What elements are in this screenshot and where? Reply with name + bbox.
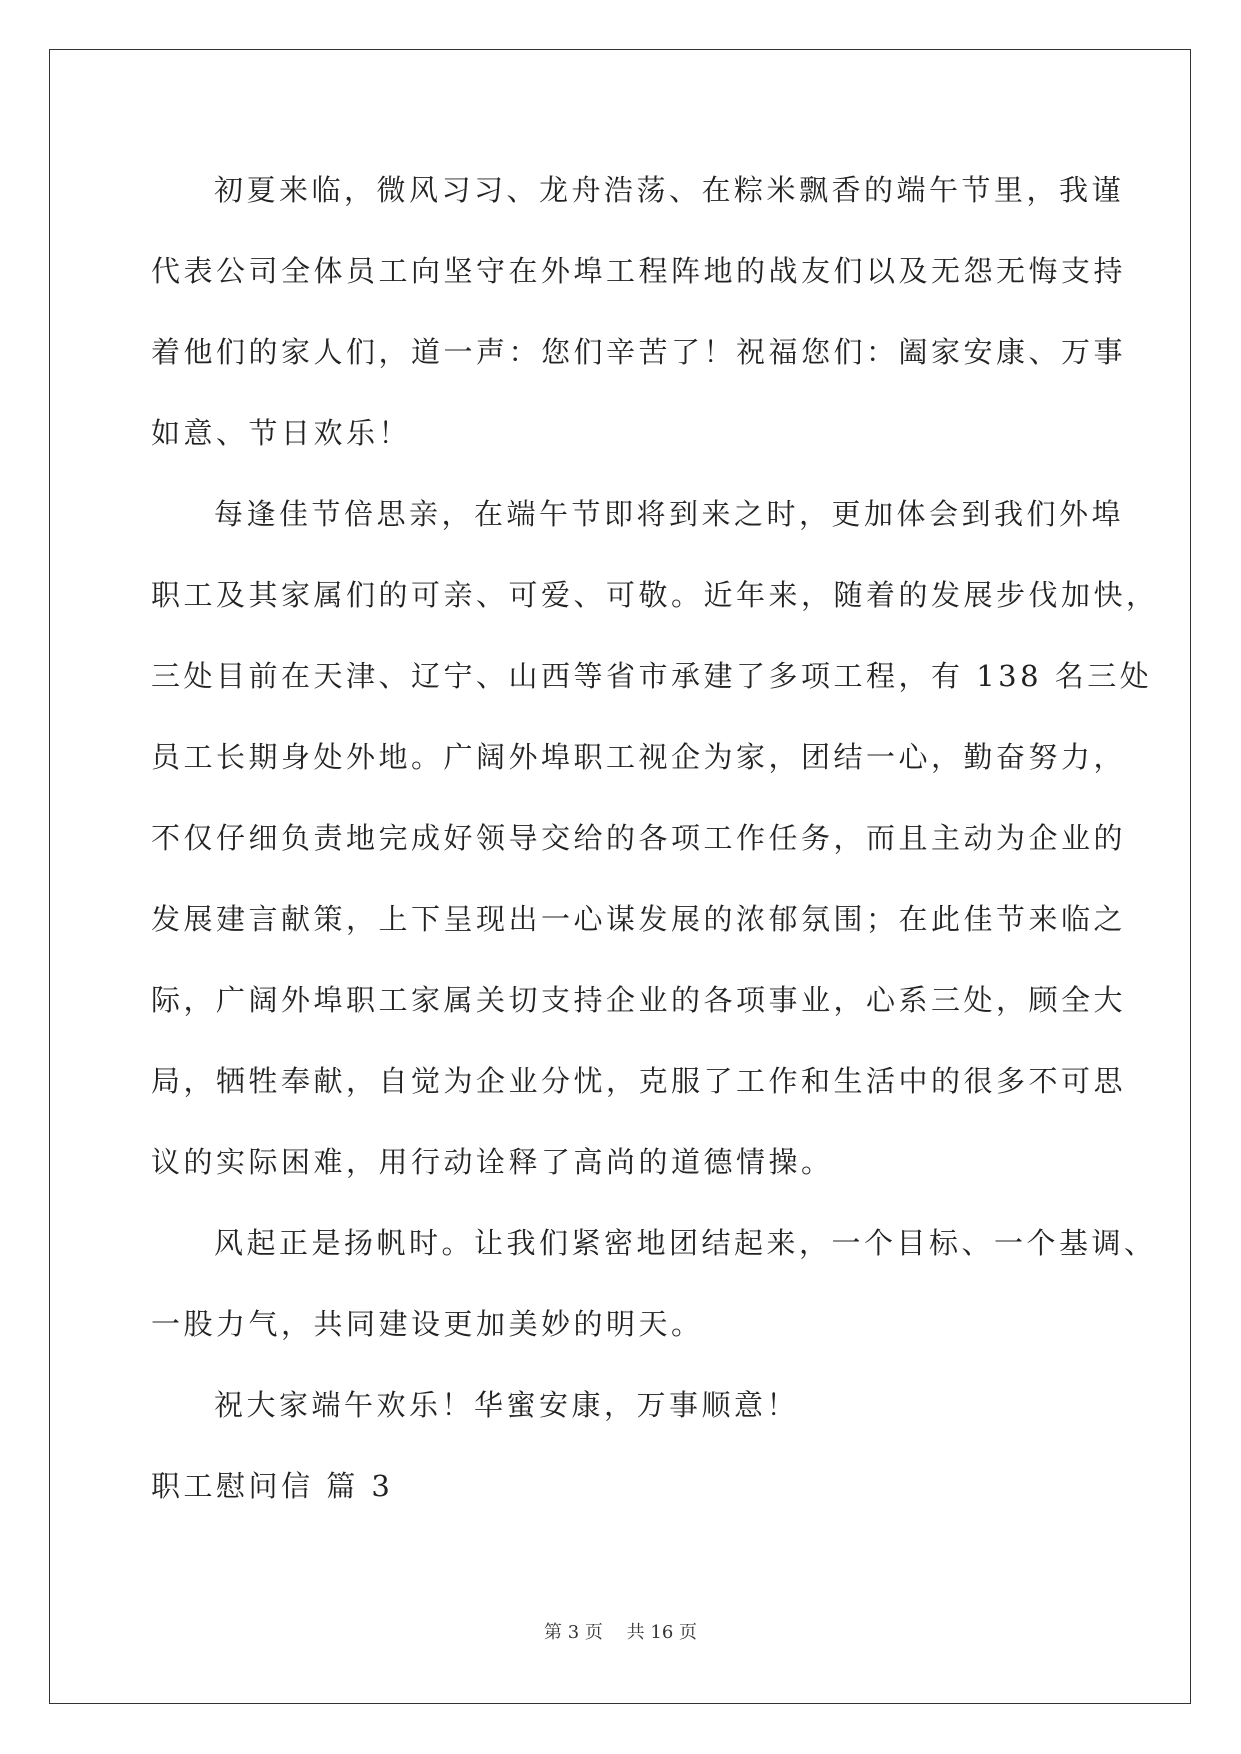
paragraph-line: 三处目前在天津、辽宁、山西等省市承建了多项工程，有 138 名三处	[151, 659, 1153, 693]
page-frame	[49, 49, 1191, 1704]
page-footer	[0, 1618, 1241, 1644]
paragraph-line: 着他们的家人们，道一声：您们辛苦了！祝福您们：阖家安康、万事	[151, 335, 1127, 369]
paragraph-line: 每逢佳节倍思亲，在端午节即将到来之时，更加体会到我们外埠	[214, 497, 1125, 531]
paragraph-line: 一股力气，共同建设更加美妙的明天。	[151, 1307, 704, 1341]
paragraph-line: 议的实际困难，用行动诠释了高尚的道德情操。	[151, 1145, 834, 1179]
paragraph-line: 员工长期身处外地。广阔外埠职工视企为家，团结一心，勤奋努力，	[151, 740, 1127, 774]
paragraph-line: 发展建言献策，上下呈现出一心谋发展的浓郁氛围；在此佳节来临之	[151, 902, 1127, 936]
paragraph-line: 职工及其家属们的可亲、可爱、可敬。近年来，随着的发展步伐加快，	[151, 578, 1159, 612]
page-number-total: 共 16 页	[626, 1622, 697, 1643]
page-number-current: 第 3 页	[544, 1622, 603, 1643]
paragraph-line: 际，广阔外埠职工家属关切支持企业的各项事业，心系三处，顾全大	[151, 983, 1127, 1017]
paragraph-line: 局，牺牲奉献，自觉为企业分忧，克服了工作和生活中的很多不可思	[151, 1064, 1127, 1098]
paragraph-line: 如意、节日欢乐！	[151, 416, 412, 450]
paragraph-line: 祝大家端午欢乐！华蜜安康，万事顺意！	[214, 1388, 800, 1422]
paragraph-line: 初夏来临，微风习习、龙舟浩荡、在粽米飘香的端午节里，我谨	[214, 173, 1125, 207]
paragraph-line: 不仅仔细负责地完成好领导交给的各项工作任务，而且主动为企业的	[151, 821, 1127, 855]
section-heading: 职工慰问信 篇 3	[151, 1469, 394, 1503]
paragraph-line: 代表公司全体员工向坚守在外埠工程阵地的战友们以及无怨无悔支持	[151, 254, 1127, 288]
paragraph-line: 风起正是扬帆时。让我们紧密地团结起来，一个目标、一个基调、	[214, 1226, 1157, 1260]
